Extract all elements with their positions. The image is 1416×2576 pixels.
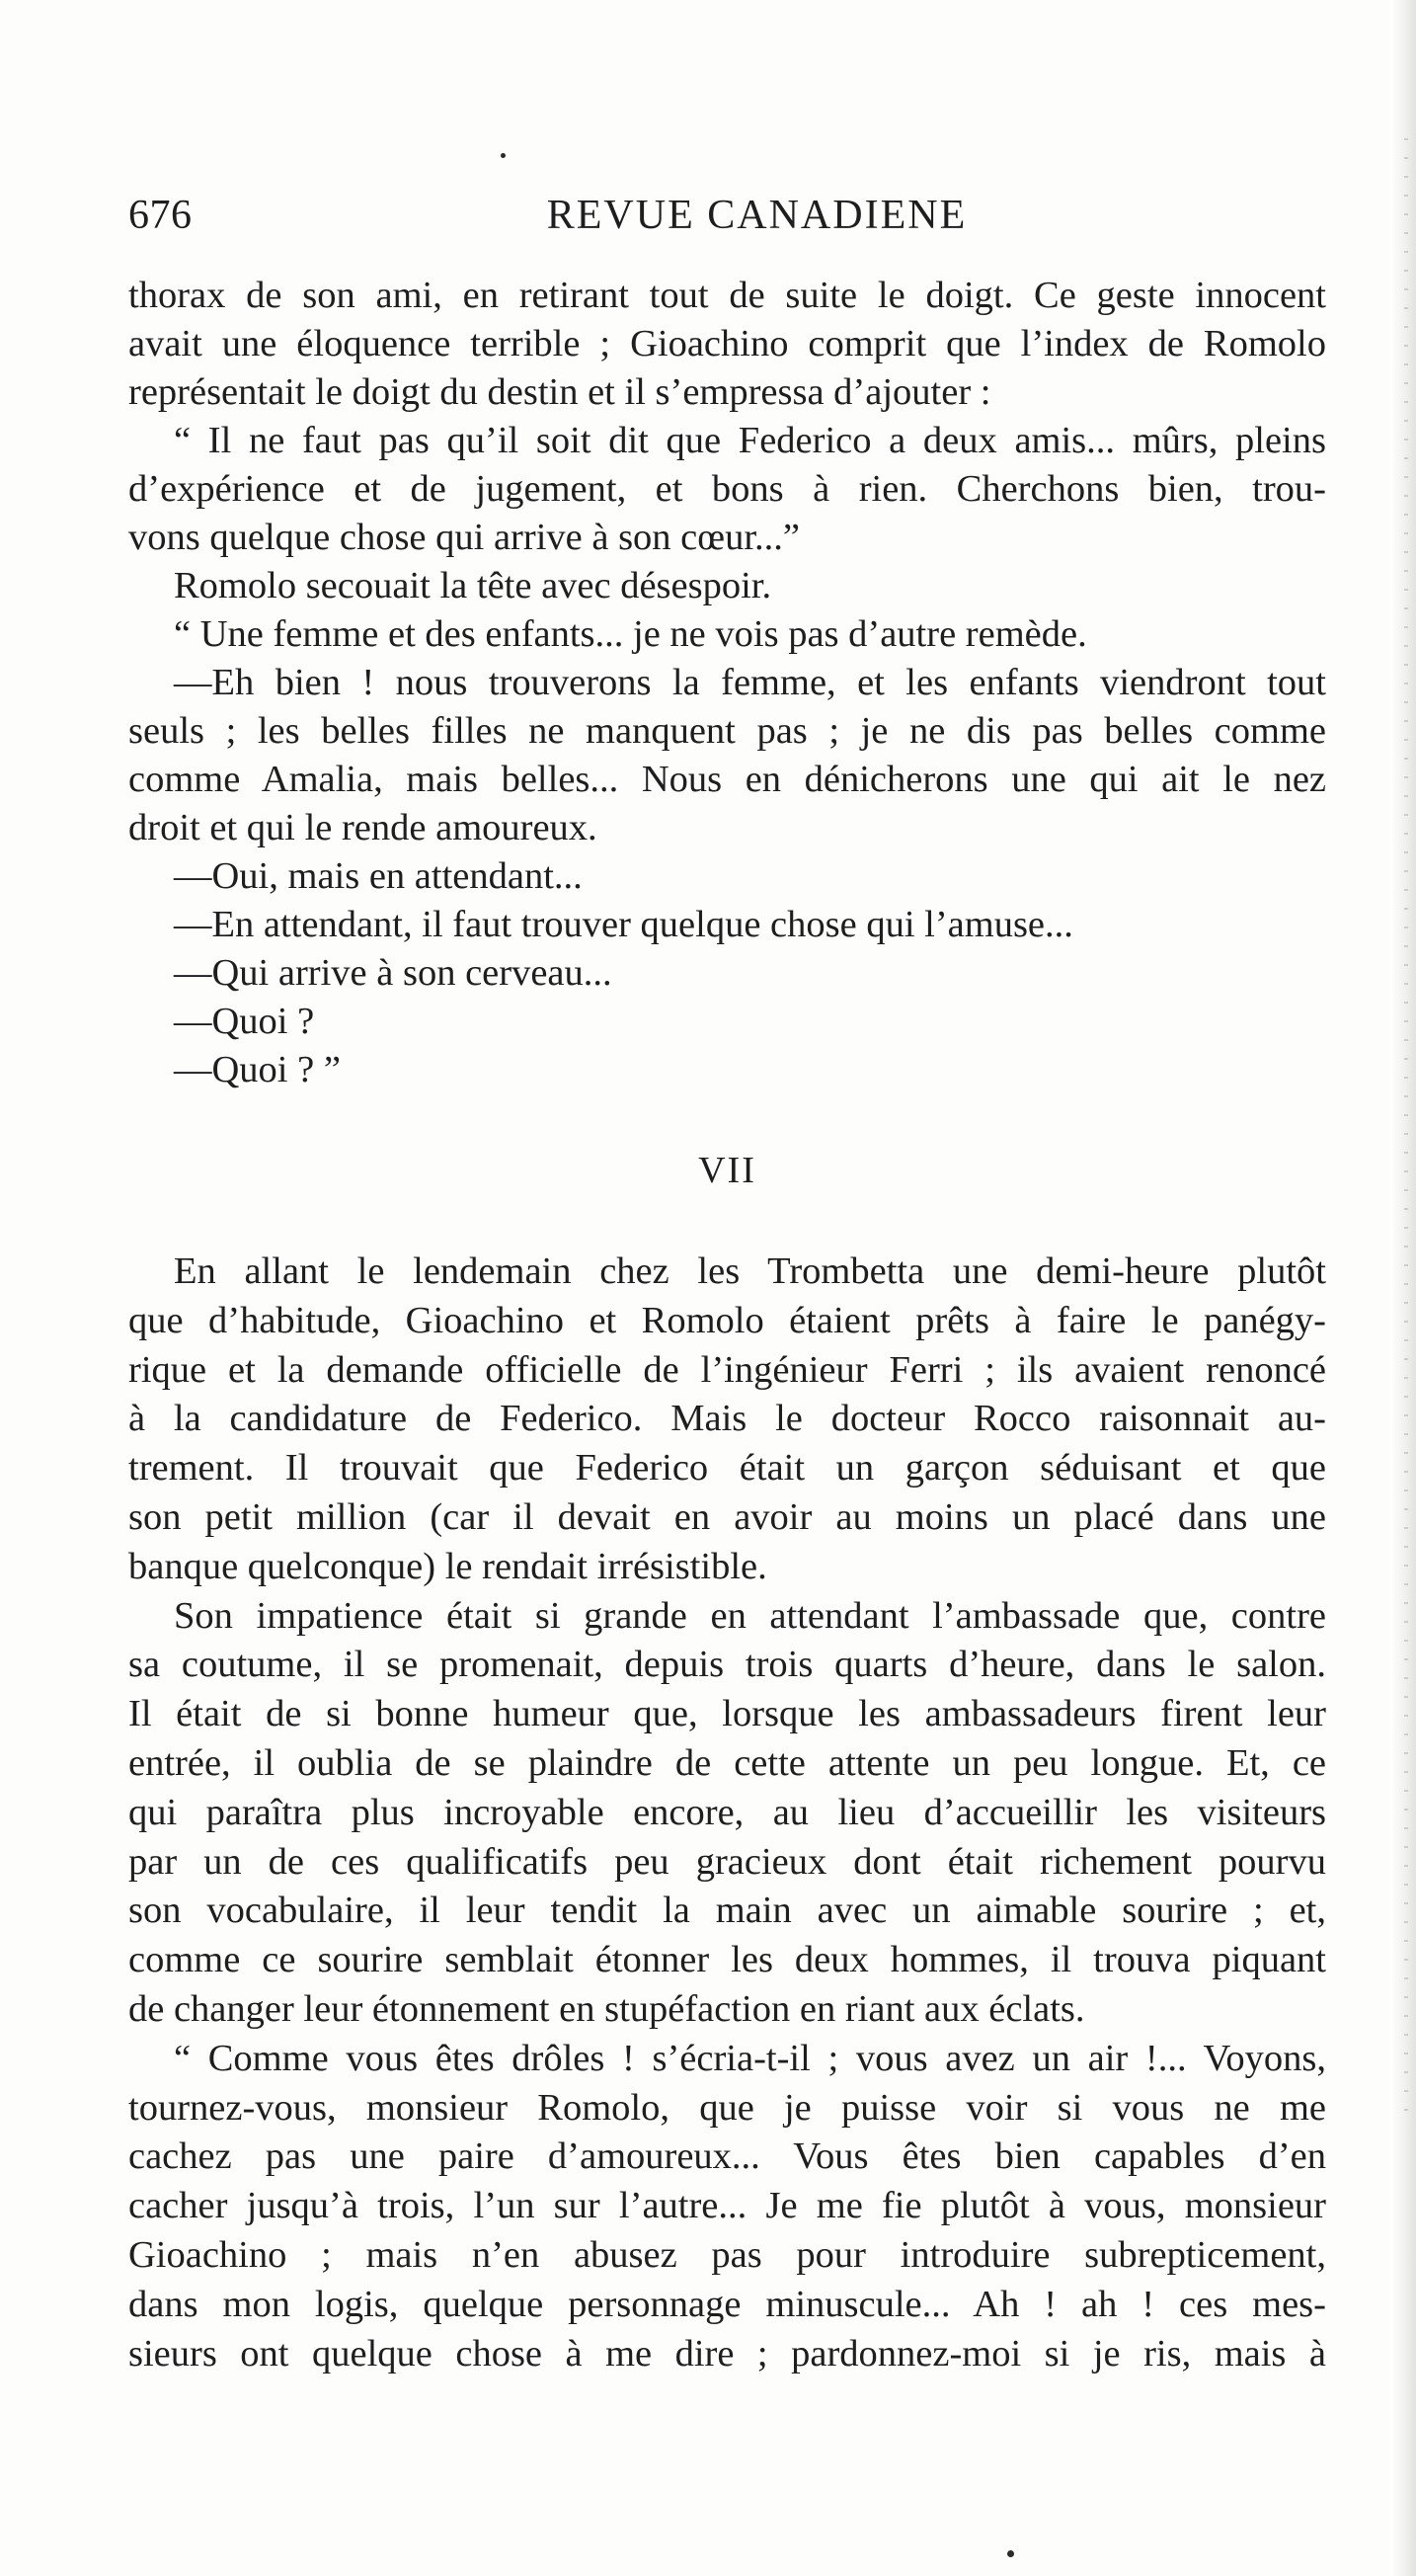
text-line: Gioachino ; mais n’en abusez pas pour introduire subrepticement, — [128, 2233, 1326, 2276]
text-line: comme Amalia, mais belles... Nous en dénicherons une qui ait le nez — [128, 759, 1326, 800]
page-edge-speckles — [1404, 138, 1408, 2114]
page-edge-shadow — [1390, 0, 1416, 2576]
text-line: cacher jusqu’à trois, l’un sur l’autre... Je me fie plutôt à vous, monsieur — [128, 2185, 1326, 2227]
text-line: comme ce sourire semblait étonner les deux hommes, il trouva piquant — [128, 1939, 1326, 1981]
paragraph — [128, 2035, 1326, 2379]
dialogue-line: —Oui, mais en attendant... — [174, 855, 583, 897]
ink-speck — [501, 153, 506, 158]
paragraph — [128, 562, 1326, 610]
text-line: représentait le doigt du destin et il s’empressa d’ajouter : — [128, 371, 991, 413]
text-line: “ Comme vous êtes drôles ! s’écria-t-il ; vous avez un air !... Voyons, — [174, 2037, 1326, 2079]
text-line: Il était de si bonne humeur que, lorsque les ambassadeurs firent leur — [128, 1693, 1326, 1735]
text-line: droit et qui le rende amoureux. — [128, 807, 597, 848]
text-line: avait une éloquence terrible ; Gioachino comprit que l’index de Romolo — [128, 323, 1326, 364]
paragraph — [128, 417, 1326, 562]
text-line: Son impatience était si grande en attendant l’ambassade que, contre — [174, 1594, 1326, 1637]
text-line: —Eh bien ! nous trouverons la femme, et les enfants viendront tout — [174, 662, 1326, 703]
text-line: sieurs ont quelque chose à me dire ; pardonnez-moi si je ris, mais à — [128, 2332, 1326, 2375]
text-line: qui paraîtra plus incroyable encore, au lieu d’accueillir les visiteurs — [128, 1791, 1326, 1833]
dialogue — [128, 852, 1326, 1094]
text-line: par un de ces qualificatifs peu gracieux dont était richement pourvu — [128, 1840, 1326, 1883]
text-line: Romolo secouait la tête avec désespoir. — [174, 565, 772, 606]
text-line: entrée, il oublia de se plaindre de cette attente un peu longue. Et, ce — [128, 1741, 1326, 1784]
text-line: cachez pas une paire d’amoureux... Vous êtes bien capables d’en — [128, 2135, 1326, 2178]
paragraph-continuation — [128, 272, 1326, 417]
text-line: vons quelque chose qui arrive à son cœur...” — [128, 517, 800, 558]
text-line: tournez-vous, monsieur Romolo, que je puisse voir si vous ne me — [128, 2086, 1326, 2129]
dialogue-line: —Quoi ? ” — [174, 1049, 341, 1090]
text-line: “ Une femme et des enfants... je ne vois pas d’autre remède. — [174, 613, 1087, 655]
text-line: seuls ; les belles filles ne manquent pas ; je ne dis pas belles comme — [128, 710, 1326, 752]
page-number: 676 — [128, 193, 193, 238]
text-line: sa coutume, il se promenait, depuis trois quarts d’heure, dans le salon. — [128, 1644, 1326, 1686]
text-line: dans mon logis, quelque personnage minuscule... Ah ! ah ! ces mes- — [128, 2283, 1326, 2325]
text-line: “ Il ne faut pas qu’il soit dit que Federico a deux amis... mûrs, pleins — [174, 420, 1326, 461]
text-line: banque quelconque) le rendait irrésistible. — [128, 1545, 767, 1587]
paragraph — [128, 659, 1326, 852]
paragraph — [128, 1248, 1326, 1592]
dialogue-line: —En attendant, il faut trouver quelque chose qui l’amuse... — [174, 904, 1073, 945]
body-text — [128, 272, 1326, 2378]
paragraph — [128, 1592, 1326, 2035]
ink-speck — [1007, 2550, 1014, 2557]
chapter-body — [128, 1248, 1326, 2378]
text-line: son vocabulaire, il leur tendit la main avec un aimable sourire ; et, — [128, 1890, 1326, 1932]
text-line: rique et la demande officielle de l’ingénieur Ferri ; ils avaient renoncé — [128, 1348, 1326, 1391]
text-line: son petit million (car il devait en avoir au moins un placé dans une — [128, 1495, 1326, 1538]
text-line: trement. Il trouvait que Federico était un garçon séduisant et que — [128, 1447, 1326, 1489]
text-line: En allant le lendemain chez les Trombetta une demi-heure plutôt — [174, 1250, 1326, 1292]
dialogue-line: —Quoi ? — [174, 1001, 315, 1042]
dialogue-line: —Qui arrive à son cerveau... — [174, 952, 612, 994]
running-head — [128, 186, 1326, 245]
text-line: que d’habitude, Gioachino et Romolo étaient prêts à faire le panégy- — [128, 1299, 1326, 1341]
journal-title: REVUE CANADIENE — [546, 193, 968, 238]
text-line: d’expérience et de jugement, et bons à rien. Cherchons bien, trou- — [128, 468, 1326, 510]
section-heading: VII — [698, 1150, 756, 1191]
paragraph — [128, 610, 1326, 659]
text-line: à la candidature de Federico. Mais le docteur Rocco raisonnait au- — [128, 1398, 1326, 1440]
text-line: de changer leur étonnement en stupéfaction en riant aux éclats. — [128, 1987, 1085, 2030]
text-line: thorax de son ami, en retirant tout de suite le doigt. Ce geste innocent — [128, 275, 1326, 316]
